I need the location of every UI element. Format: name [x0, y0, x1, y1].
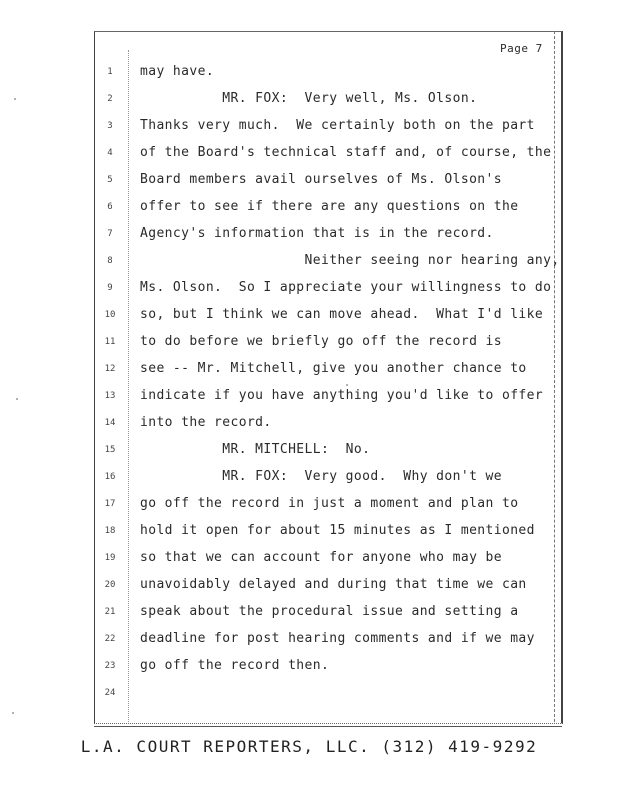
transcript-line: into the record. [140, 415, 272, 430]
transcript-line: Agency's information that is in the record. [140, 226, 494, 241]
transcript-line: MR. MITCHELL: No. [140, 442, 371, 457]
scan-speck [16, 398, 18, 400]
transcript-line: MR. FOX: Very good. Why don't we [140, 469, 502, 484]
line-number-margin-rule [128, 50, 129, 722]
scan-speck [14, 98, 16, 100]
scan-speck [12, 712, 14, 714]
transcript-line: deadline for post hearing comments and if we may [140, 631, 535, 646]
transcript-line: see -- Mr. Mitchell, give you another chance to [140, 361, 527, 376]
line-number: 18 [104, 526, 116, 536]
transcript-line: indicate if you have anything you'd like to offer [140, 388, 544, 403]
line-number: 14 [104, 418, 116, 428]
transcript-line: Neither seeing nor hearing any, [140, 253, 560, 268]
line-number: 6 [107, 202, 113, 212]
page-number-label: Page 7 [500, 42, 543, 55]
line-number: 1 [107, 67, 113, 77]
line-number: 23 [104, 661, 116, 671]
page-frame [94, 31, 563, 724]
line-number: 24 [104, 688, 116, 698]
line-number: 16 [104, 472, 116, 482]
transcript-line: offer to see if there are any questions on the [140, 199, 519, 214]
line-number: 9 [107, 283, 113, 293]
line-number: 13 [104, 391, 116, 401]
transcript-line: of the Board's technical staff and, of course, the [140, 145, 552, 160]
line-number: 19 [104, 553, 116, 563]
line-number: 7 [107, 229, 113, 239]
line-number: 8 [107, 256, 113, 266]
transcript-line: may have. [140, 64, 215, 79]
line-number: 22 [104, 634, 116, 644]
line-number: 12 [104, 364, 116, 374]
line-number: 10 [104, 310, 116, 320]
line-number: 4 [107, 148, 113, 158]
transcript-line: Board members avail ourselves of Ms. Olson's [140, 172, 502, 187]
line-number: 20 [104, 580, 116, 590]
transcript-line: Thanks very much. We certainly both on the part [140, 118, 535, 133]
line-number: 11 [104, 337, 116, 347]
reporter-footer: L.A. COURT REPORTERS, LLC. (312) 419-9292 [80, 737, 538, 756]
line-number: 15 [104, 445, 116, 455]
line-number: 17 [104, 499, 116, 509]
scan-speck [346, 384, 348, 386]
transcript-line: so, but I think we can move ahead. What I'd like [140, 307, 544, 322]
transcript-line: go off the record then. [140, 658, 330, 673]
line-number: 2 [107, 94, 113, 104]
line-number: 21 [104, 607, 116, 617]
transcript-line: speak about the procedural issue and setting a [140, 604, 519, 619]
transcript-line: so that we can account for anyone who may be [140, 550, 502, 565]
transcript-line: hold it open for about 15 minutes as I mentioned [140, 523, 535, 538]
transcript-line: to do before we briefly go off the record is [140, 334, 502, 349]
line-number: 3 [107, 121, 113, 131]
bottom-rule [94, 726, 562, 727]
transcript-line: MR. FOX: Very well, Ms. Olson. [140, 91, 478, 106]
transcript-line: Ms. Olson. So I appreciate your willingness to do [140, 280, 552, 295]
transcript-line: go off the record in just a moment and plan to [140, 496, 519, 511]
page-frame-inner-rule [554, 31, 555, 722]
line-number: 5 [107, 175, 113, 185]
transcript-line: unavoidably delayed and during that time we can [140, 577, 527, 592]
